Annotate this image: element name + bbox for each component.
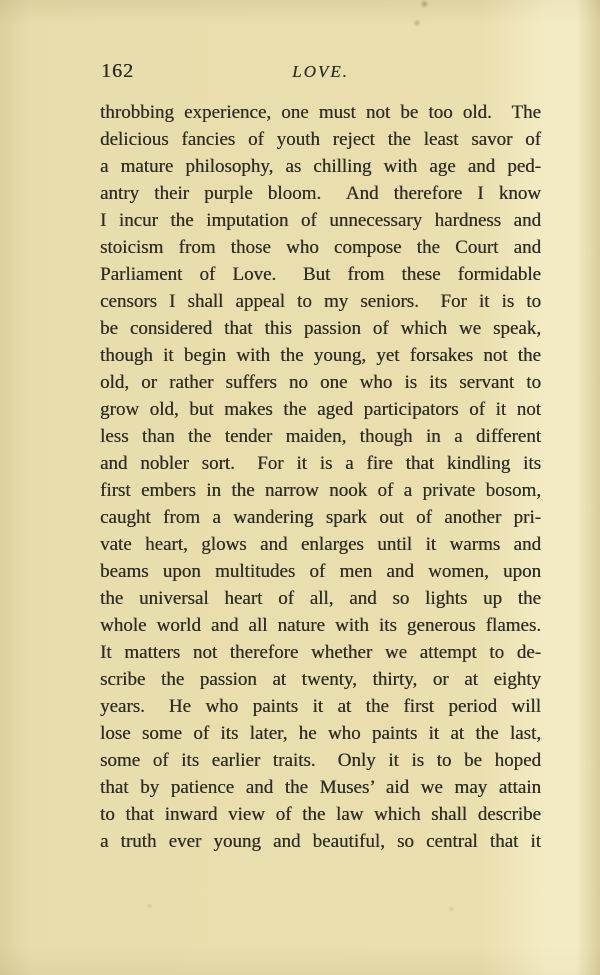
text-line: to that inward view of the law which shall describe (100, 804, 541, 825)
text-line: some of its earlier traits. Only it is to be hoped (100, 750, 541, 771)
text-line: the universal heart of all, and so lights up the (100, 588, 541, 609)
text-line: throbbing experience, one must not be too old. The (100, 102, 541, 123)
text-line: and nobler sort. For it is a fire that kindling its (100, 453, 541, 474)
text-line: scribe the passion at twenty, thirty, or at eighty (100, 669, 541, 690)
text-line: beams upon multitudes of men and women, upon (100, 561, 541, 582)
text-line: grow old, but makes the aged participators of it not (100, 399, 541, 420)
text-line: vate heart, glows and enlarges until it warms and (100, 534, 541, 555)
text-line: It matters not therefore whether we attempt to de- (100, 642, 541, 663)
text-line: less than the tender maiden, though in a different (100, 426, 541, 447)
text-line: lose some of its later, he who paints it at the last, (100, 723, 541, 744)
page-header (100, 60, 541, 86)
text-line: antry their purple bloom. And therefore I know (100, 183, 541, 204)
text-line: Parliament of Love. But from these formidable (100, 264, 541, 285)
page-number: 162 (101, 60, 134, 82)
text-line: first embers in the narrow nook of a private bosom, (100, 480, 541, 501)
paper-speck (146, 903, 153, 909)
running-head-title: LOVE. (292, 62, 349, 81)
paper-speck (413, 19, 421, 27)
body-text (100, 99, 541, 855)
text-line: censors I shall appeal to my seniors. For it is to (100, 291, 541, 312)
text-line: be considered that this passion of which we speak, (100, 318, 541, 339)
text-line: stoicism from those who compose the Court and (100, 237, 541, 258)
text-line: a mature philosophy, as chilling with age and ped- (100, 156, 541, 177)
text-line: whole world and all nature with its generous flames. (100, 615, 541, 636)
paper-speck (448, 906, 455, 912)
text-line: I incur the imputation of unnecessary hardness and (100, 210, 541, 231)
paper-speck (420, 0, 429, 8)
text-line: that by patience and the Muses’ aid we may attain (100, 777, 541, 798)
text-line: though it begin with the young, yet forsakes not the (100, 345, 541, 366)
text-line: a truth ever young and beautiful, so central that it (100, 831, 541, 852)
text-line: years. He who paints it at the first period will (100, 696, 541, 717)
text-line: caught from a wandering spark out of another pri- (100, 507, 541, 528)
text-line: delicious fancies of youth reject the least savor of (100, 129, 541, 150)
text-line: old, or rather suffers no one who is its servant to (100, 372, 541, 393)
